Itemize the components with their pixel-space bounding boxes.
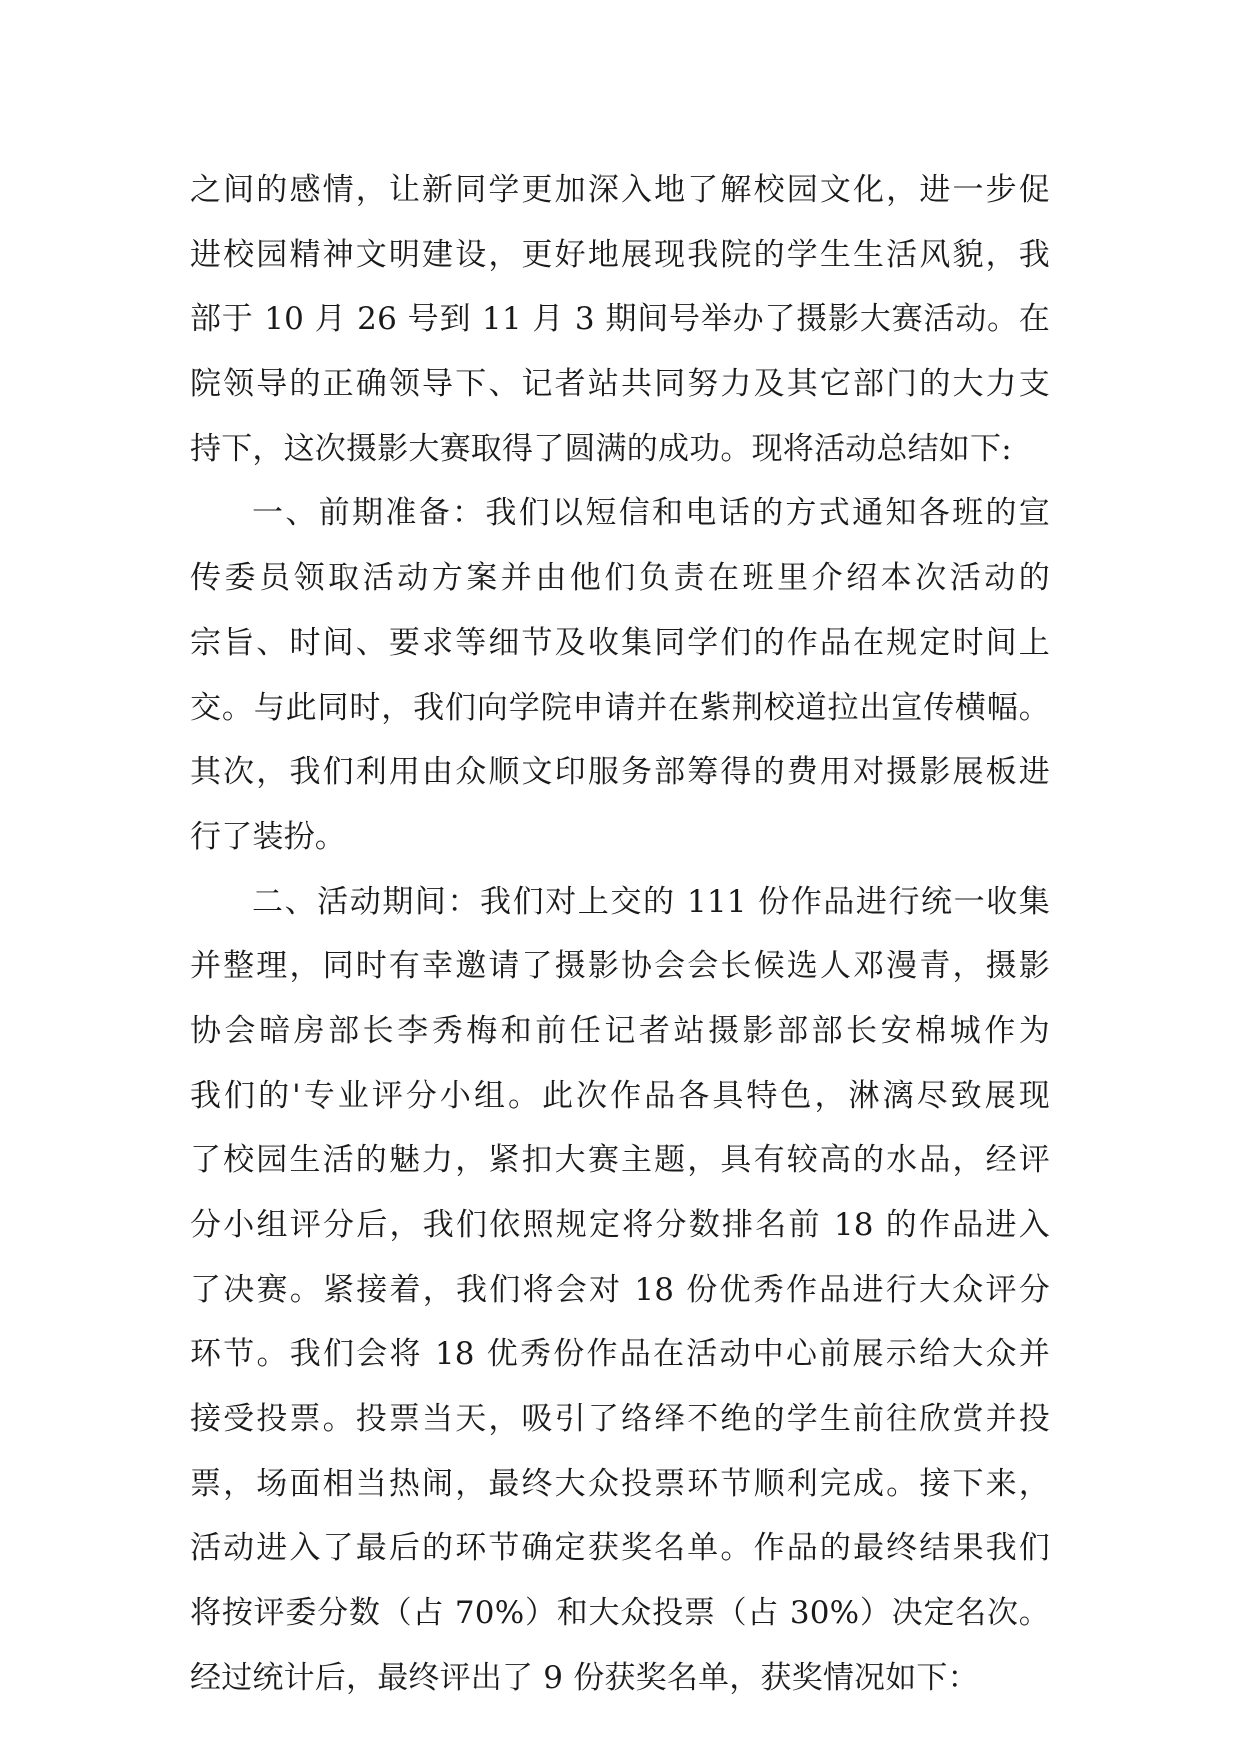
section-heading-line: 一、前期准备：我们以短信和电话的方式通知各班的宣 [252,495,1050,532]
text-line: 经过统计后，最终评出了 9 份获奖名单，获奖情况如下： [190,1659,979,1696]
text-line: 了决赛。紧接着，我们将会对 18 份优秀作品进行大众评分 [190,1271,1050,1308]
text-line: 我们的'专业评分小组。此次作品各具特色，淋漓尽致展现 [190,1077,1050,1114]
text-line: 进校园精神文明建设，更好地展现我院的学生生活风貌，我 [190,236,1050,273]
text-line: 行了装扮。 [190,818,346,855]
text-line: 了校园生活的魅力，紧扣大赛主题，具有较高的水品，经评 [190,1142,1050,1179]
text-line: 接受投票。投票当天，吸引了络绎不绝的学生前往欣赏并投 [190,1401,1050,1438]
text-line: 院领导的正确领导下、记者站共同努力及其它部门的大力支 [190,366,1050,403]
text-line: 环节。我们会将 18 优秀份作品在活动中心前展示给大众并 [190,1336,1050,1373]
section-heading-line: 二、活动期间：我们对上交的 111 份作品进行统一收集 [252,883,1050,920]
document-body [190,158,1050,1711]
text-line: 部于 10 月 26 号到 11 月 3 期间号举办了摄影大赛活动。在 [190,301,1050,338]
text-line: 交。与此同时，我们向学院申请并在紫荆校道拉出宣传横幅。 [190,689,1050,726]
text-line: 活动进入了最后的环节确定获奖名单。作品的最终结果我们 [190,1530,1050,1567]
text-line: 宗旨、时间、要求等细节及收集同学们的作品在规定时间上 [190,624,1050,661]
text-line: 之间的感情，让新同学更加深入地了解校园文化，进一步促 [190,172,1050,208]
text-line: 传委员领取活动方案并由他们负责在班里介绍本次活动的 [190,560,1050,597]
text-line: 并整理，同时有幸邀请了摄影协会会长候选人邓漫青，摄影 [190,948,1050,985]
text-line: 将按评委分数（占 70%）和大众投票（占 30%）决定名次。 [190,1595,1050,1632]
text-line: 票，场面相当热闹，最终大众投票环节顺利完成。接下来， [190,1465,1050,1502]
text-line: 分小组评分后，我们依照规定将分数排名前 18 的作品进入 [190,1207,1050,1243]
text-line: 其次，我们利用由众顺文印服务部筹得的费用对摄影展板进 [190,754,1050,791]
text-line: 协会暗房部长李秀梅和前任记者站摄影部部长安棉城作为 [190,1012,1050,1049]
text-line: 持下，这次摄影大赛取得了圆满的成功。现将活动总结如下: [190,430,1012,467]
